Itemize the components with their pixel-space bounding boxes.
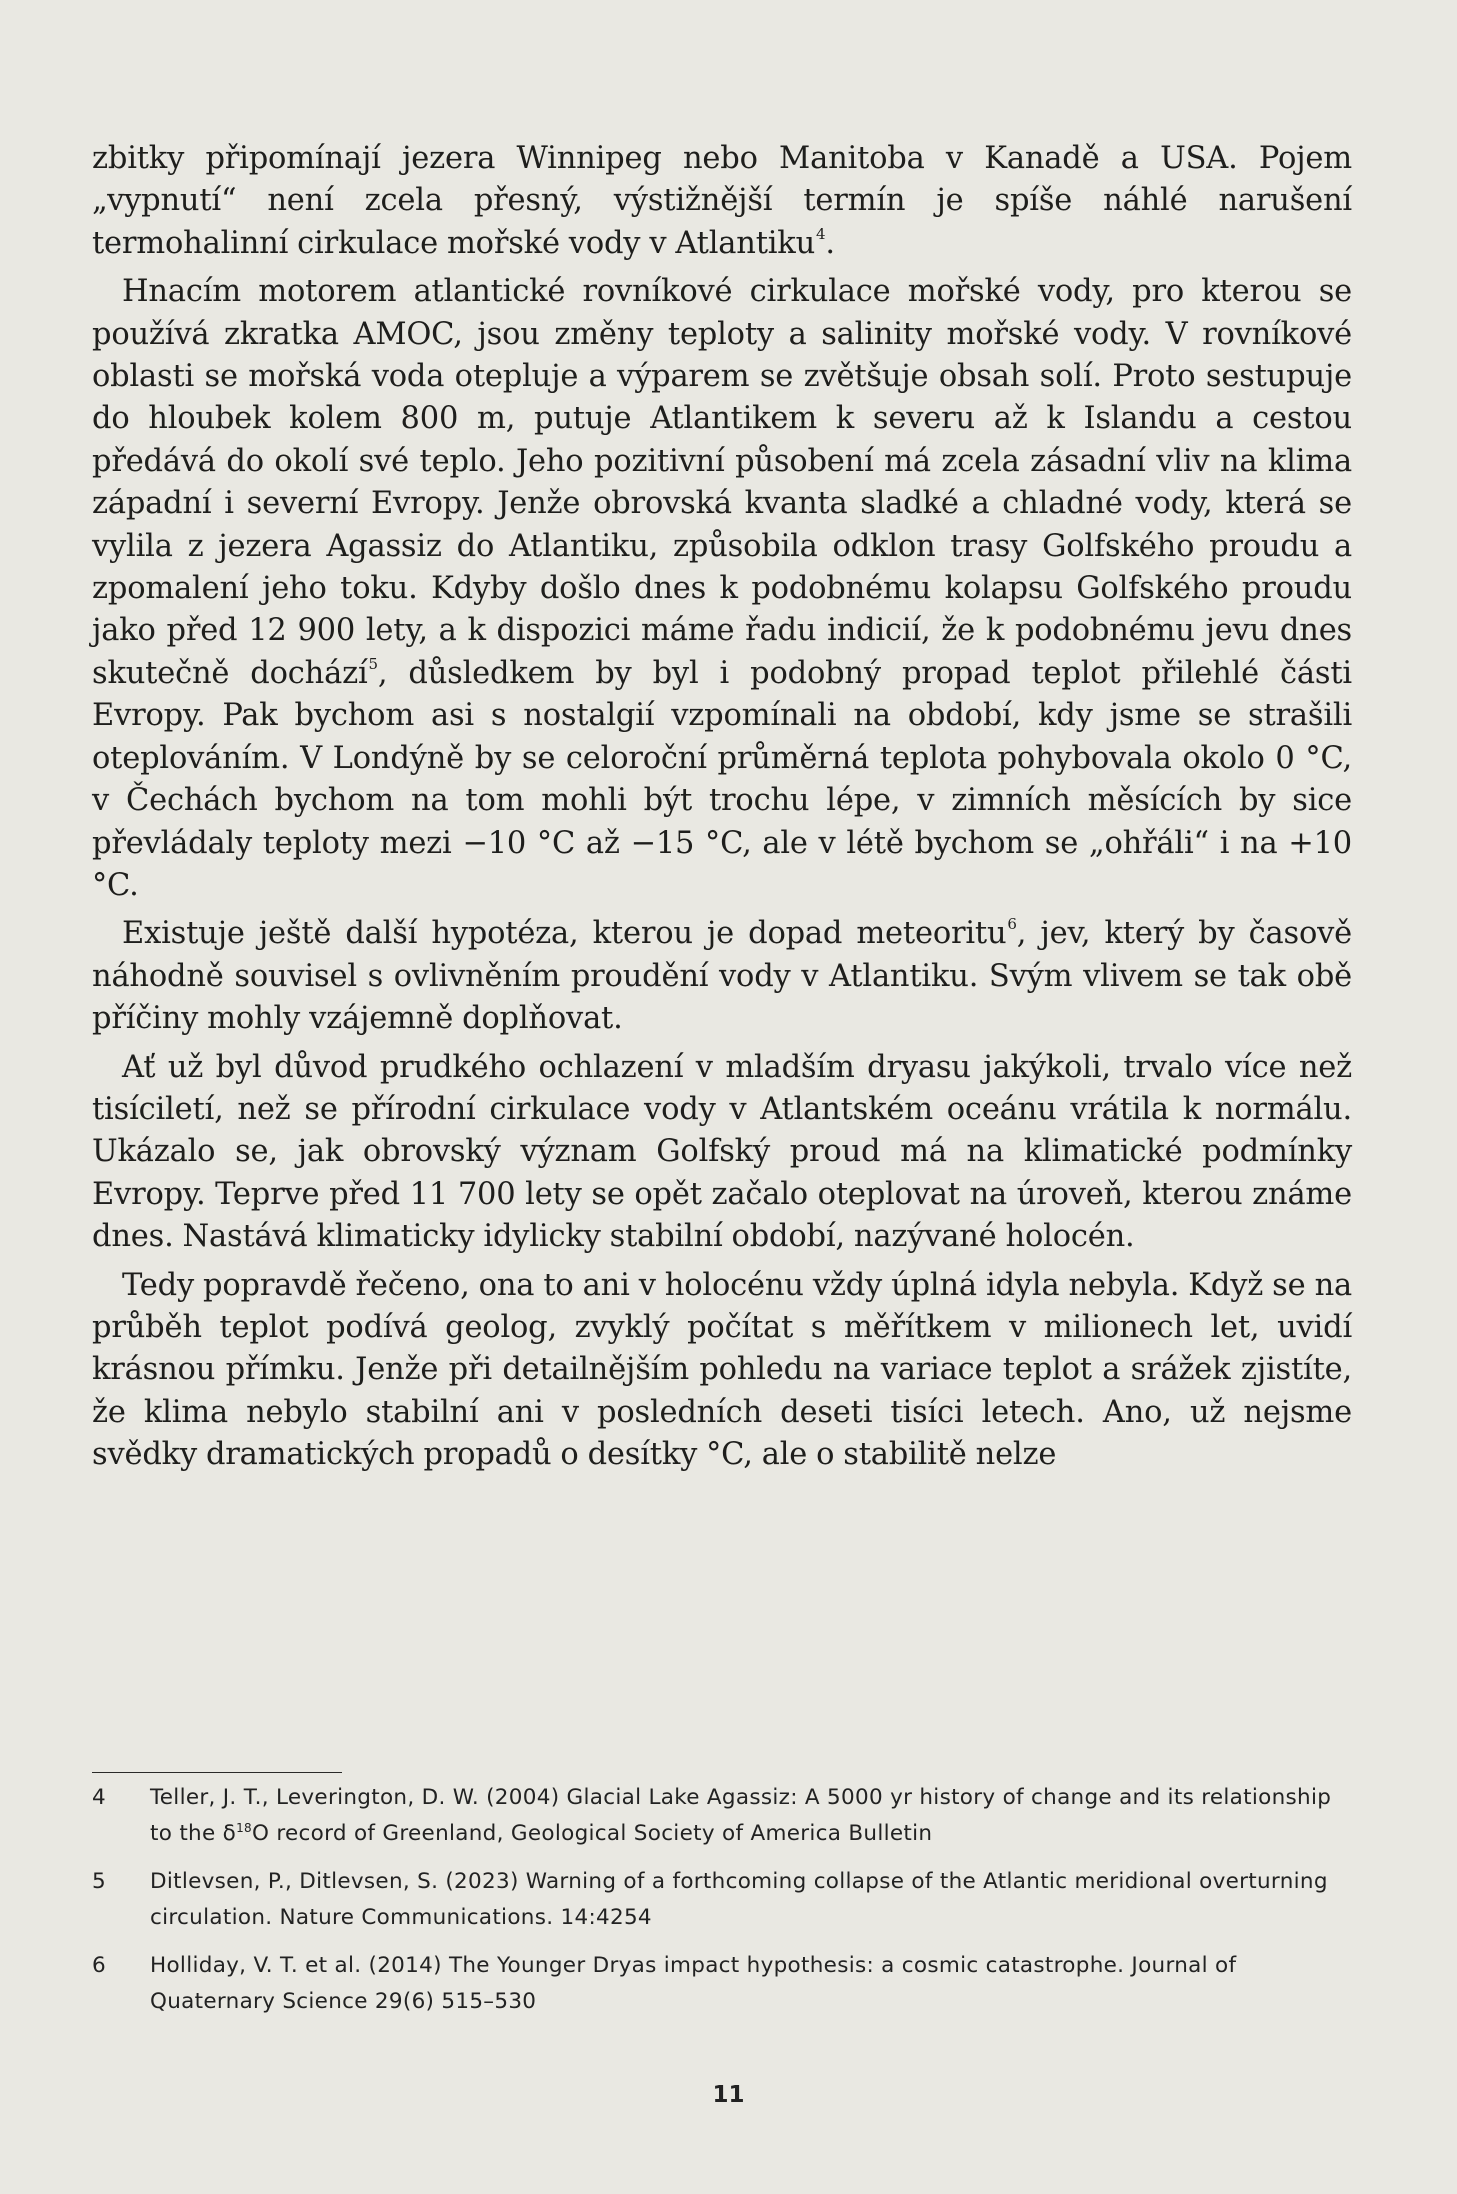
footnote-text: Ditlevsen, P., Ditlevsen, S. (2023) Warning of a forthcoming collapse of the Atlantic meridional overturning circulation. Nature Communications. 14:4254: [150, 1869, 1328, 1930]
page-number: 11: [712, 2082, 745, 2108]
paragraph-2: [92, 271, 1352, 907]
footnote-5: [92, 1864, 1347, 1936]
footnote-number: 5: [92, 1869, 106, 1894]
footnote-text-part: O record of Greenland, Geological Society of America Bulletin: [251, 1821, 933, 1846]
footnote-6: [92, 1948, 1347, 2020]
footnote-text: Holliday, V. T. et al. (2014) The Younger Dryas impact hypothesis: a cosmic catastrophe. Journal of Quaternary Science 29(6) 515–530: [150, 1953, 1237, 2014]
footnote-4: [92, 1780, 1347, 1852]
paragraph-text: , jev, který by časově náhodně souvisel s ovlivněním proudění vody v Atlantiku. Svým vlivem se tak obě příčiny mohly vzájemně doplňovat.: [92, 916, 1352, 1037]
paragraph-text: .: [825, 225, 835, 261]
footnote-ref-5[interactable]: 5: [368, 654, 378, 673]
footnote-text-part: Teller, J. T., Leverington, D. W. (2004) Glacial Lake Agassiz: A 5000 yr history of change and its relationship to the δ: [150, 1785, 1332, 1846]
footnote-ref-4[interactable]: 4: [816, 224, 826, 243]
paragraph-1: [92, 138, 1352, 265]
footnote-text: [150, 1780, 1347, 1852]
footnote-number: 4: [92, 1785, 106, 1810]
paragraph-text: Ať už byl důvod prudkého ochlazení v mladším dryasu jakýkoli, trvalo více než tisíciletí, než se přírodní cirkulace vody v Atlantském oceánu vrátila k normálu. Ukázalo se, jak obrovský význam Golfský proud má na klimatické podmínky Evropy. Teprve před 11 700 lety se opět začalo oteplovat na úroveň, kterou známe dnes. Nastává klimaticky idylicky stabilní období, nazývané holocén.: [92, 1049, 1352, 1255]
paragraph-3: [92, 913, 1352, 1040]
footnote-ref-6[interactable]: 6: [1007, 915, 1017, 934]
footnote-number: 6: [92, 1953, 106, 1978]
body-text: [92, 138, 1352, 1477]
paragraph-text: Hnacím motorem atlantické rovníkové cirkulace mořské vody, pro kterou se používá zkratka AMOC, jsou změny teploty a salinity mořské vody. V rovníkové oblasti se mořská voda otepluje a výparem se zvětšuje obsah solí. Proto sestupuje do hloubek kolem 800 m, putuje Atlantikem k severu až k Islandu a cestou předává do okolí své teplo. Jeho pozitivní působení má zcela zásadní vliv na klima západní i severní Evropy. Jenže obrovská kvanta sladké a chladné vody, která se vylila z jezera Agassiz do Atlantiku, způsobila odklon trasy Golfského proudu a zpomalení jeho toku. Kdyby došlo dnes k podobnému kolapsu Golfského proudu jako před 12 900 lety, a k dispozici máme řadu indicií, že k podobnému jevu dnes skutečně dochází: [92, 274, 1352, 691]
footnotes: [92, 1780, 1347, 2032]
paragraph-text: zbitky připomínají jezera Winnipeg nebo Manitoba v Kanadě a USA. Pojem „vypnutí“ není zcela přesný, výstižnější termín je spíše náhlé narušení termohalinní cirkulace mořské vody v Atlantiku: [92, 141, 1352, 261]
paragraph-text: Tedy popravdě řečeno, ona to ani v holocénu vždy úplná idyla nebyla. Když se na průběh teplot podívá geolog, zvyklý počítat s měřítkem v milionech let, uvidí krásnou přímku. Jenže při detailnějším pohledu na variace teplot a srážek zjistíte, že klima nebylo stabilní ani v posledních deseti tisíci letech. Ano, už nejsme svědky dramatických propadů o desítky °C, ale o stabilitě nelze: [92, 1267, 1352, 1473]
paragraph-text: Existuje ještě další hypotéza, kterou je dopad meteoritu: [122, 916, 1007, 952]
footnote-divider: [92, 1772, 342, 1773]
isotope-superscript: 18: [236, 1820, 252, 1835]
page-content: [92, 138, 1352, 1483]
paragraph-text: , důsledkem by byl i podobný propad teplot přilehlé části Evropy. Pak bychom asi s nostalgií vzpomínali na období, kdy jsme se strašili oteplováním. V Londýně by se celoroční průměrná teplota pohybovala okolo 0 °C, v Čechách bychom na tom mohli být trochu lépe, v zimních měsících by sice převládaly teploty mezi −10 °C až −15 °C, ale v létě bychom se „ohřáli“ i na +10 °C.: [92, 655, 1352, 903]
paragraph-4: [92, 1047, 1352, 1259]
paragraph-5: [92, 1265, 1352, 1477]
